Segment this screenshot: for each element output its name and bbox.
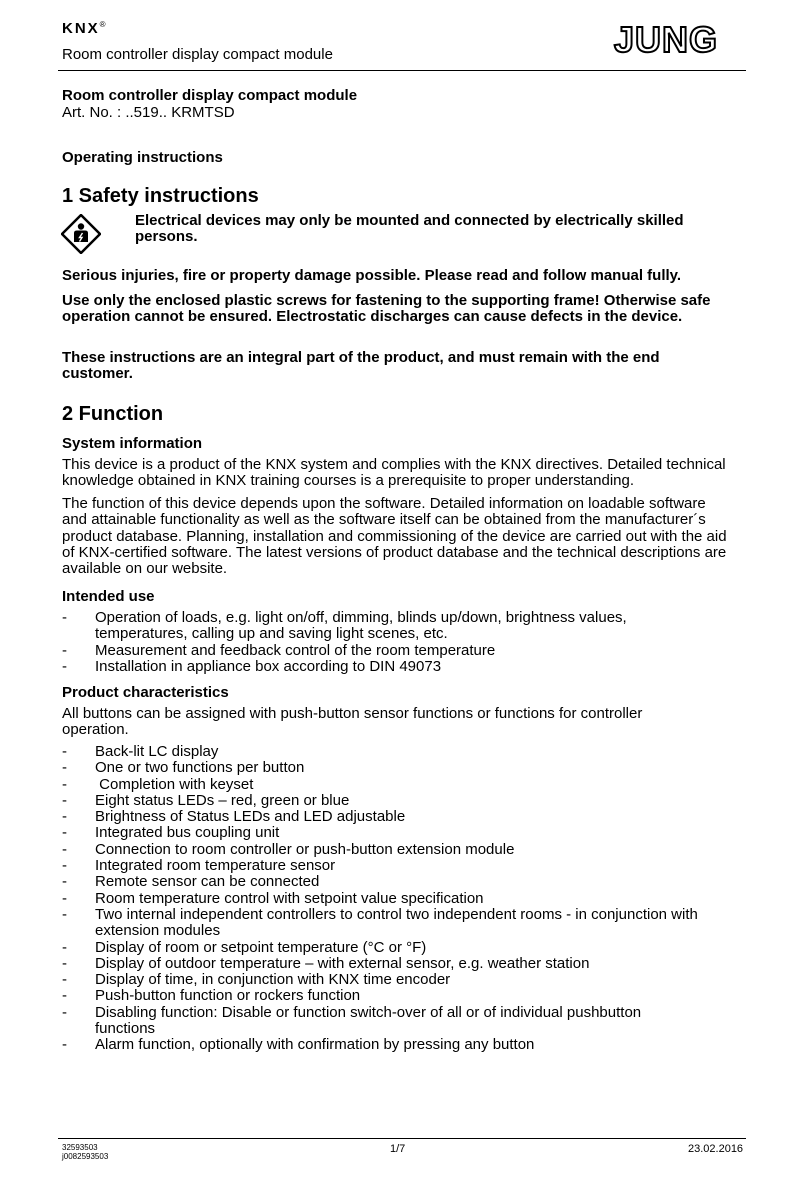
list-item: - Disabling function: Disable or function switch-over of all or of individual pushbutton functions xyxy=(62,1005,752,1038)
list-item: - Completion with keyset xyxy=(62,777,752,793)
safety-heading: 1 Safety instructions xyxy=(62,185,259,207)
electrician-warning-icon xyxy=(61,214,101,259)
list-item: - Installation in appliance box according to DIN 49073 xyxy=(62,659,702,675)
header-subtitle: Room controller display compact module xyxy=(62,46,333,63)
operating-instructions: Operating instructions xyxy=(62,149,223,166)
product-characteristics-list xyxy=(62,744,752,1054)
svg-text:JUNG: JUNG xyxy=(613,22,719,58)
list-item: - Display of room or setpoint temperature (°C or °F) xyxy=(62,940,752,956)
list-item: - Room temperature control with setpoint value specification xyxy=(62,891,752,907)
list-item: - Display of time, in conjunction with KNX time encoder xyxy=(62,972,752,988)
product-characteristics-intro: All buttons can be assigned with push-button sensor functions or functions for controller operation. xyxy=(62,705,643,739)
list-item: - Remote sensor can be connected xyxy=(62,874,752,890)
footer-date: 23.02.2016 xyxy=(688,1143,744,1155)
system-information-paragraph-1: This device is a product of the KNX system and complies with the KNX directives. Detailed technical knowledge obtained in KNX training courses is a prerequisite to proper understanding. xyxy=(62,456,726,490)
safety-paragraph-3: These instructions are an integral part of the product, and must remain with the end customer. xyxy=(62,349,660,383)
safety-paragraph-1: Serious injuries, fire or property damage possible. Please read and follow manual fully. xyxy=(62,267,682,284)
list-item: - Alarm function, optionally with confirmation by pressing any button xyxy=(62,1037,752,1053)
footer-doc-id: j0082593503 xyxy=(62,1152,109,1161)
system-information-paragraph-2: The function of this device depends upon the software. Detailed information on loadable software and attainable functionality as well as the software itself can be obtained from the manufacturer´s product database. Planning, installation and commissioning of the device are carried out with the aid of KNX-certified software. The latest versions of product database and the technical descriptions are available on our website. xyxy=(62,495,727,578)
list-item: - Push-button function or rockers function xyxy=(62,988,752,1004)
list-item: - Measurement and feedback control of the room temperature xyxy=(62,643,702,659)
system-information-heading: System information xyxy=(62,435,203,452)
list-item: - Connection to room controller or push-button extension module xyxy=(62,842,752,858)
list-item: - Brightness of Status LEDs and LED adjustable xyxy=(62,809,752,825)
footer-code: 32593503 xyxy=(62,1143,98,1152)
header-divider xyxy=(58,70,746,71)
list-item: - Integrated bus coupling unit xyxy=(62,825,752,841)
list-item: - Back-lit LC display xyxy=(62,744,752,760)
footer-divider xyxy=(58,1138,746,1139)
page-number: 1/7 xyxy=(390,1143,406,1155)
safety-paragraph-2: Use only the enclosed plastic screws for fastening to the supporting frame! Otherwise safe operation cannot be ensured. Electrostatic discharges can cause defects in the device. xyxy=(62,292,711,326)
knx-logo: KNX® xyxy=(62,20,106,37)
list-item: - Display of outdoor temperature – with external sensor, e.g. weather station xyxy=(62,956,752,972)
jung-logo xyxy=(586,22,746,63)
safety-warning: Electrical devices may only be mounted and connected by electrically skilled persons. xyxy=(135,212,684,246)
list-item: - One or two functions per button xyxy=(62,760,752,776)
product-characteristics-heading: Product characteristics xyxy=(62,684,229,701)
list-item: - Operation of loads, e.g. light on/off, dimming, blinds up/down, brightness values, temperatures, calling up and saving light scenes, etc. xyxy=(62,610,702,643)
intended-use-list xyxy=(62,610,702,675)
list-item: - Eight status LEDs – red, green or blue xyxy=(62,793,752,809)
list-item: - Integrated room temperature sensor xyxy=(62,858,752,874)
function-heading: 2 Function xyxy=(62,403,164,425)
art-number: Art. No. : ..519.. KRMTSD xyxy=(62,104,235,121)
intended-use-heading: Intended use xyxy=(62,588,155,605)
doc-title: Room controller display compact module xyxy=(62,87,358,104)
list-item: - Two internal independent controllers to control two independent rooms - in conjunction with extension modules xyxy=(62,907,752,940)
